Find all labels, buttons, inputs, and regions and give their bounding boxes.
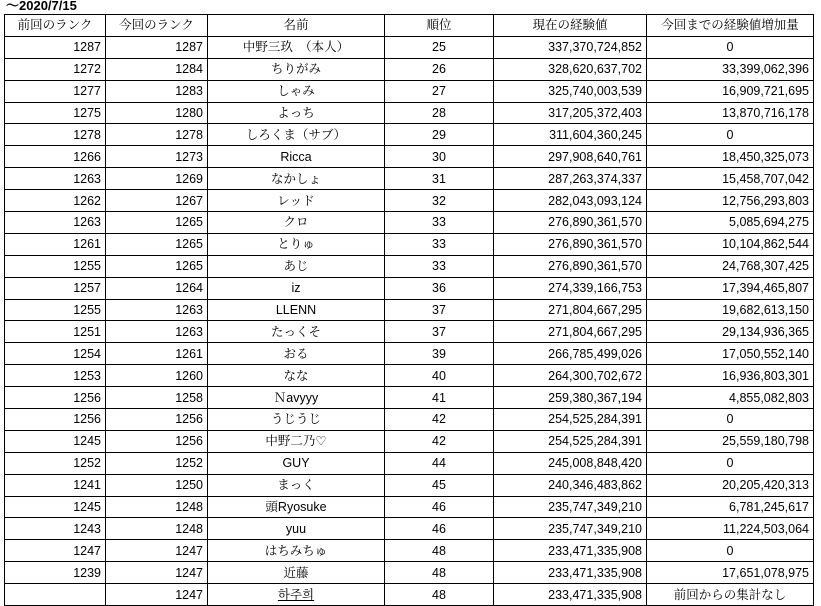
exp-gain-cell: 0 (647, 540, 814, 562)
header-exp-gain: 今回までの経験値増加量 (647, 15, 814, 37)
header-name: 名前 (208, 15, 385, 37)
exp-gain-cell: 0 (647, 452, 814, 474)
table-row (5, 474, 814, 496)
current-exp-cell: 328,620,637,702 (494, 58, 647, 80)
table-row (5, 430, 814, 452)
name-cell: ちりがみ (208, 58, 385, 80)
name-cell: クロ (208, 212, 385, 234)
table-row (5, 36, 814, 58)
header-position: 順位 (385, 15, 494, 37)
current-rank-cell: 1250 (106, 474, 208, 496)
prev-rank-cell: 1241 (5, 474, 106, 496)
exp-gain-cell: 33,399,062,396 (647, 58, 814, 80)
current-rank-cell: 1283 (106, 80, 208, 102)
table-row (5, 168, 814, 190)
prev-rank-cell: 1275 (5, 102, 106, 124)
current-exp-cell: 317,205,372,403 (494, 102, 647, 124)
header-prev-rank: 前回のランク (5, 15, 106, 37)
position-cell: 41 (385, 387, 494, 409)
current-rank-cell: 1247 (106, 540, 208, 562)
position-cell: 36 (385, 277, 494, 299)
current-rank-cell: 1273 (106, 146, 208, 168)
position-cell: 48 (385, 584, 494, 606)
position-cell: 44 (385, 452, 494, 474)
position-cell: 25 (385, 36, 494, 58)
name-cell: なな (208, 365, 385, 387)
exp-gain-cell: 11,224,503,064 (647, 518, 814, 540)
current-rank-cell: 1278 (106, 124, 208, 146)
header-current-exp: 現在の経験値 (494, 15, 647, 37)
position-cell: 37 (385, 321, 494, 343)
current-exp-cell: 240,346,483,862 (494, 474, 647, 496)
current-exp-cell: 287,263,374,337 (494, 168, 647, 190)
name-cell: よっち (208, 102, 385, 124)
position-cell: 26 (385, 58, 494, 80)
current-exp-cell: 259,380,367,194 (494, 387, 647, 409)
name-cell: しゃみ (208, 80, 385, 102)
header-current-rank: 今回のランク (106, 15, 208, 37)
prev-rank-cell: 1251 (5, 321, 106, 343)
current-exp-cell: 235,747,349,210 (494, 518, 647, 540)
current-rank-cell: 1260 (106, 365, 208, 387)
current-rank-cell: 1252 (106, 452, 208, 474)
current-exp-cell: 276,890,361,570 (494, 233, 647, 255)
exp-gain-cell: 10,104,862,544 (647, 233, 814, 255)
exp-gain-cell: 12,756,293,803 (647, 190, 814, 212)
table-row (5, 102, 814, 124)
name-cell: 中野二乃♡ (208, 430, 385, 452)
position-cell: 28 (385, 102, 494, 124)
table-row (5, 146, 814, 168)
exp-gain-cell: 17,651,078,975 (647, 562, 814, 584)
current-exp-cell: 271,804,667,295 (494, 321, 647, 343)
exp-gain-cell: 5,085,694,275 (647, 212, 814, 234)
exp-gain-cell: 19,682,613,150 (647, 299, 814, 321)
table-row (5, 452, 814, 474)
current-exp-cell: 337,370,724,852 (494, 36, 647, 58)
prev-rank-cell: 1262 (5, 190, 106, 212)
table-row (5, 321, 814, 343)
prev-rank-cell: 1255 (5, 299, 106, 321)
position-cell: 40 (385, 365, 494, 387)
current-rank-cell: 1247 (106, 584, 208, 606)
current-rank-cell: 1256 (106, 409, 208, 431)
table-row (5, 387, 814, 409)
prev-rank-cell: 1263 (5, 168, 106, 190)
table-row (5, 277, 814, 299)
prev-rank-cell: 1243 (5, 518, 106, 540)
position-cell: 33 (385, 255, 494, 277)
current-exp-cell: 233,471,335,908 (494, 540, 647, 562)
position-cell: 33 (385, 233, 494, 255)
table-body (5, 36, 814, 605)
table-row (5, 518, 814, 540)
current-exp-cell: 271,804,667,295 (494, 299, 647, 321)
exp-gain-cell: 16,909,721,695 (647, 80, 814, 102)
position-cell: 37 (385, 299, 494, 321)
table-row (5, 365, 814, 387)
name-cell: Ｎavyyy (208, 387, 385, 409)
current-exp-cell: 274,339,166,753 (494, 277, 647, 299)
current-rank-cell: 1261 (106, 343, 208, 365)
prev-rank-cell: 1266 (5, 146, 106, 168)
name-cell: あじ (208, 255, 385, 277)
prev-rank-cell: 1277 (5, 80, 106, 102)
prev-rank-cell: 1263 (5, 212, 106, 234)
current-exp-cell: 254,525,284,391 (494, 430, 647, 452)
current-rank-cell: 1267 (106, 190, 208, 212)
exp-gain-cell: 13,870,716,178 (647, 102, 814, 124)
table-row (5, 212, 814, 234)
position-cell: 30 (385, 146, 494, 168)
prev-rank-cell: 1252 (5, 452, 106, 474)
prev-rank-cell: 1245 (5, 430, 106, 452)
prev-rank-cell: 1278 (5, 124, 106, 146)
current-rank-cell: 1256 (106, 430, 208, 452)
exp-gain-cell: 16,936,803,301 (647, 365, 814, 387)
prev-rank-cell: 1287 (5, 36, 106, 58)
prev-rank-cell: 1253 (5, 365, 106, 387)
position-cell: 27 (385, 80, 494, 102)
prev-rank-cell: 1239 (5, 562, 106, 584)
exp-gain-cell: 前回からの集計なし (647, 584, 814, 606)
current-rank-cell: 1284 (106, 58, 208, 80)
name-cell: 中野三玖 （本人） (208, 36, 385, 58)
table-row (5, 255, 814, 277)
exp-gain-cell: 0 (647, 124, 814, 146)
name-cell: とりゅ (208, 233, 385, 255)
position-cell: 46 (385, 496, 494, 518)
exp-gain-cell: 0 (647, 409, 814, 431)
exp-gain-cell: 17,050,552,140 (647, 343, 814, 365)
table-row (5, 58, 814, 80)
name-cell: なかしょ (208, 168, 385, 190)
prev-rank-cell: 1247 (5, 540, 106, 562)
table-row (5, 540, 814, 562)
current-exp-cell: 297,908,640,761 (494, 146, 647, 168)
current-rank-cell: 1287 (106, 36, 208, 58)
prev-rank-cell: 1256 (5, 409, 106, 431)
exp-gain-cell: 29,134,936,365 (647, 321, 814, 343)
current-rank-cell: 1248 (106, 496, 208, 518)
current-rank-cell: 1263 (106, 299, 208, 321)
exp-gain-cell: 24,768,307,425 (647, 255, 814, 277)
prev-rank-cell: 1257 (5, 277, 106, 299)
name-cell: LLENN (208, 299, 385, 321)
name-cell: おる (208, 343, 385, 365)
name-cell: うじうじ (208, 409, 385, 431)
position-cell: 42 (385, 430, 494, 452)
current-exp-cell: 276,890,361,570 (494, 212, 647, 234)
current-exp-cell: 311,604,360,245 (494, 124, 647, 146)
current-exp-cell: 266,785,499,026 (494, 343, 647, 365)
table-row (5, 80, 814, 102)
current-rank-cell: 1265 (106, 212, 208, 234)
position-cell: 42 (385, 409, 494, 431)
exp-gain-cell: 15,458,707,042 (647, 168, 814, 190)
name-cell: はちみちゅ (208, 540, 385, 562)
current-rank-cell: 1269 (106, 168, 208, 190)
prev-rank-cell: 1272 (5, 58, 106, 80)
current-rank-cell: 1280 (106, 102, 208, 124)
position-cell: 32 (385, 190, 494, 212)
position-cell: 48 (385, 562, 494, 584)
exp-gain-cell: 6,781,245,617 (647, 496, 814, 518)
name-cell: レッド (208, 190, 385, 212)
exp-gain-cell: 25,559,180,798 (647, 430, 814, 452)
exp-gain-cell: 18,450,325,073 (647, 146, 814, 168)
name-cell: しろくま（サブ） (208, 124, 385, 146)
ranking-table (4, 14, 814, 606)
table-header-row (5, 15, 814, 37)
table-row (5, 584, 814, 606)
name-cell: 近藤 (208, 562, 385, 584)
prev-rank-cell: 1254 (5, 343, 106, 365)
table-row (5, 124, 814, 146)
current-exp-cell: 264,300,702,672 (494, 365, 647, 387)
name-cell (208, 584, 385, 606)
name-text: 하주희 (277, 587, 315, 602)
name-cell: たっくそ (208, 321, 385, 343)
current-exp-cell: 245,008,848,420 (494, 452, 647, 474)
current-rank-cell: 1248 (106, 518, 208, 540)
current-exp-cell: 235,747,349,210 (494, 496, 647, 518)
name-cell: iz (208, 277, 385, 299)
position-cell: 29 (385, 124, 494, 146)
name-cell: Ricca (208, 146, 385, 168)
position-cell: 45 (385, 474, 494, 496)
position-cell: 31 (385, 168, 494, 190)
name-cell: まっく (208, 474, 385, 496)
name-cell: GUY (208, 452, 385, 474)
prev-rank-cell: 1261 (5, 233, 106, 255)
table-row (5, 233, 814, 255)
position-cell: 48 (385, 540, 494, 562)
table-row (5, 409, 814, 431)
position-cell: 46 (385, 518, 494, 540)
current-rank-cell: 1258 (106, 387, 208, 409)
prev-rank-cell: 1255 (5, 255, 106, 277)
current-exp-cell: 282,043,093,124 (494, 190, 647, 212)
current-rank-cell: 1265 (106, 255, 208, 277)
current-exp-cell: 276,890,361,570 (494, 255, 647, 277)
prev-rank-cell: 1245 (5, 496, 106, 518)
position-cell: 39 (385, 343, 494, 365)
position-cell: 33 (385, 212, 494, 234)
current-rank-cell: 1263 (106, 321, 208, 343)
current-exp-cell: 325,740,003,539 (494, 80, 647, 102)
exp-gain-cell: 0 (647, 36, 814, 58)
current-rank-cell: 1264 (106, 277, 208, 299)
prev-rank-cell (5, 584, 106, 606)
table-row (5, 343, 814, 365)
current-exp-cell: 254,525,284,391 (494, 409, 647, 431)
table-row (5, 562, 814, 584)
exp-gain-cell: 4,855,082,803 (647, 387, 814, 409)
current-exp-cell: 233,471,335,908 (494, 584, 647, 606)
prev-rank-cell: 1256 (5, 387, 106, 409)
table-row (5, 496, 814, 518)
current-rank-cell: 1265 (106, 233, 208, 255)
table-row (5, 190, 814, 212)
page-title: ～2020/7/15 (6, 0, 77, 12)
exp-gain-cell: 20,205,420,313 (647, 474, 814, 496)
name-cell: yuu (208, 518, 385, 540)
name-cell: 頭Ryosuke (208, 496, 385, 518)
exp-gain-cell: 17,394,465,807 (647, 277, 814, 299)
current-exp-cell: 233,471,335,908 (494, 562, 647, 584)
current-rank-cell: 1247 (106, 562, 208, 584)
table-row (5, 299, 814, 321)
